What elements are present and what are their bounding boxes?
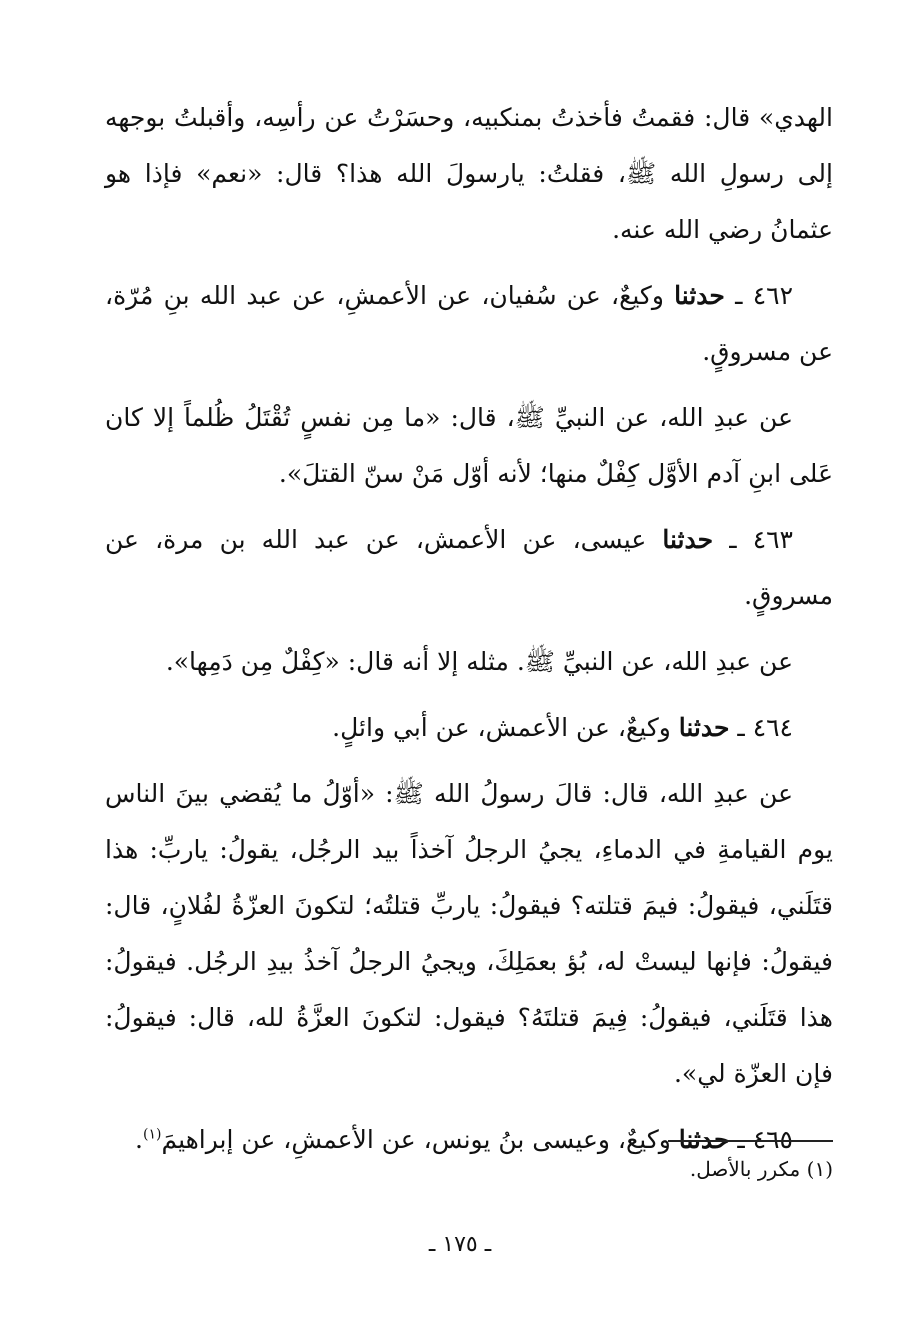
hadith-463-chain	[105, 512, 833, 624]
paragraph-tail: .	[135, 1125, 143, 1154]
paragraph-text: وكيعٌ، عن الأعمش، عن أبي وائلٍ.	[332, 713, 671, 742]
footnote-divider	[668, 1140, 833, 1142]
haddathana-lead: حدثنا	[678, 713, 730, 742]
paragraph-text: عن عبدِ الله، قال: قالَ رسولُ الله ﷺ: «أوّلُ ما يُقضي بينَ الناس يوم القيامةِ في الدماءِ، يجيُ الرجلُ آخذاً بيد الرجُل، يقولُ: ياربِّ: هذا قتَلَني، فيقولُ: فيمَ قتلته؟ فيقولُ: ياربِّ قتلتُه؛ لتكونَ العزّةُ لفُلانٍ، قال: فيقولُ: فإنها ليستْ له، بُؤ بعمَلِكَ، ويجيُ الرجلُ آخذُ بيدِ الرجُل. فيقولُ: هذا قتَلَني، فيقولُ: فِيمَ قتلتَهُ؟ فيقول: لتكونَ العزَّةُ لله، قال: فيقولُ: فإن العزّة لي».	[105, 779, 833, 1088]
haddathana-lead: حدثنا	[662, 525, 714, 554]
paragraph-text: وكيعٌ، عن سُفيان، عن الأعمشِ، عن عبد الله بنِ مُرّة، عن مسروقٍ.	[105, 281, 833, 366]
haddathana-lead: حدثنا	[674, 281, 725, 310]
hadith-464-matn	[105, 766, 833, 1102]
hadith-number: ٤٦٤ ـ	[737, 713, 793, 742]
hadith-number: ٤٦٢ ـ	[735, 281, 794, 310]
footnote: (١) مكرر بالأصل.	[689, 1157, 833, 1181]
hadith-462-matn	[105, 390, 833, 502]
hadith-number: ٤٦٥ ـ	[737, 1125, 793, 1154]
page-number: ـ ١٧٥ ـ	[428, 1232, 492, 1257]
paragraph-text: عيسى، عن الأعمش، عن عبد الله بن مرة، عن مسروقٍ.	[105, 525, 833, 610]
paragraph-text: وكيعٌ، وعيسى بنُ يونس، عن الأعمشِ، عن إبراهيمَ	[161, 1125, 671, 1154]
paragraph-text: عن عبدِ الله، عن النبيِّ ﷺ، قال: «ما مِن نفسٍ تُقْتَلُ ظُلماً إلا كان عَلى ابنِ آدم الأوَّل كِفْلٌ منها؛ لأنه أوّل مَنْ سنّ القتلَ».	[105, 403, 833, 488]
hadith-462-chain	[105, 268, 833, 380]
hadith-463-matn	[105, 634, 833, 690]
hadith-464-chain	[105, 700, 833, 756]
haddathana-lead: حدثنا	[678, 1125, 730, 1154]
hadith-number: ٤٦٣ ـ	[729, 525, 793, 554]
paragraph-continuation	[105, 90, 833, 258]
footnote-reference: (١)	[142, 1126, 162, 1143]
paragraph-text: عن عبدِ الله، عن النبيِّ ﷺ. مثله إلا أنه قال: «كِفْلٌ مِن دَمِها».	[165, 647, 793, 676]
main-text	[105, 90, 833, 1178]
paragraph-text: الهدي» قال: فقمتُ فأخذتُ بمنكبيه، وحسَرْتُ عن رأسِه، وأقبلتُ بوجهه إلى رسولِ الله ﷺ، فقلتُ: يارسولَ الله هذا؟ قال: «نعم» فإذا هو عثمانُ رضي الله عنه.	[105, 103, 833, 244]
